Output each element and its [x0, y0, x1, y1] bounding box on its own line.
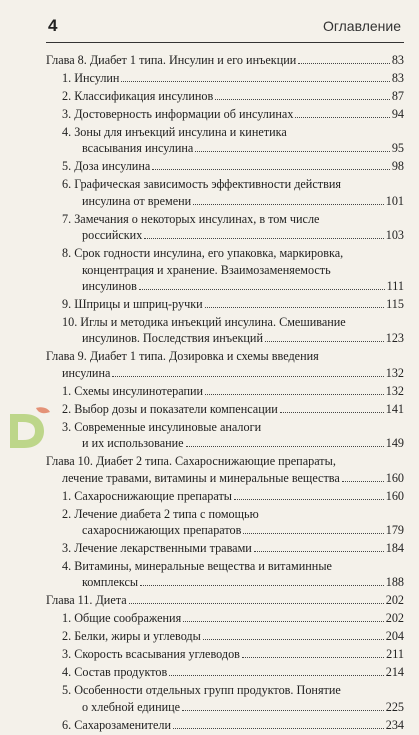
- toc-entry-last-line: [46, 592, 404, 608]
- table-of-contents: [46, 52, 404, 735]
- running-title: Оглавление: [322, 18, 401, 34]
- toc-entry-title: 3. Достоверность информации об инсулинах: [62, 107, 294, 121]
- toc-entry-line: Глава 10. Диабет 2 типа. Сахароснижающие препараты,: [46, 454, 336, 469]
- toc-entry-title: 1. Схемы инсулинотерапии: [62, 383, 204, 398]
- toc-entry-title: лечение травами, витамины и минеральные вещества: [62, 470, 340, 485]
- toc-entry-line: 2. Лечение диабета 2 типа с помощью: [62, 506, 259, 521]
- toc-entry-title: комплексы: [82, 575, 139, 590]
- toc-entry-title: 1. Сахароснижающие препараты: [62, 488, 232, 503]
- toc-section-entry: [46, 628, 404, 644]
- toc-entry-last-line: [62, 227, 404, 243]
- dot-leader: [265, 341, 384, 342]
- toc-section-entry: [46, 106, 404, 122]
- toc-page-number: 202: [385, 611, 404, 626]
- toc-section-entry: [46, 506, 404, 539]
- toc-entry-title: российских: [82, 228, 143, 243]
- toc-entry-last-line: [46, 365, 404, 381]
- toc-entry-last-line: [62, 193, 404, 209]
- toc-page-number: 188: [385, 575, 404, 590]
- toc-section-entry: [46, 211, 404, 244]
- dot-leader: [121, 81, 389, 82]
- toc-entry-title: Глава 11. Диета: [46, 593, 127, 608]
- toc-section-entry: [46, 664, 404, 680]
- page-number: 4: [48, 16, 58, 35]
- dot-leader: [183, 621, 384, 622]
- toc-page-number: 95: [391, 141, 404, 156]
- dot-leader: [280, 412, 384, 413]
- toc-entry-last-line: [62, 717, 404, 733]
- toc-entry-last-line: [62, 296, 404, 312]
- toc-section-entry: [46, 401, 404, 417]
- toc-section-entry: [46, 88, 404, 104]
- toc-entry-line: 10. Иглы и методика инъекций инсулина. Смешивание: [62, 315, 346, 330]
- toc-entry-title: инсулина: [62, 365, 111, 380]
- toc-page-number: 204: [385, 629, 404, 644]
- dot-leader: [186, 446, 384, 447]
- toc-entry-title: 6. Сахарозаменители: [62, 717, 171, 732]
- toc-entry-last-line: [62, 88, 404, 104]
- dot-leader: [342, 481, 384, 482]
- toc-entry-title: инсулинов: [82, 279, 137, 294]
- toc-entry-last-line: [46, 52, 404, 68]
- toc-entry-title: и их использование: [82, 436, 184, 451]
- toc-entry-last-line: [62, 540, 404, 556]
- dot-leader: [295, 117, 389, 118]
- toc-entry-title: 2. Белки, жиры и углеводы: [62, 629, 201, 644]
- toc-entry-title: 5. Доза инсулина: [62, 159, 151, 174]
- toc-entry-last-line: [62, 699, 404, 715]
- dot-leader: [152, 169, 390, 170]
- toc-page-number: 234: [385, 717, 404, 732]
- toc-section-entry: [46, 383, 404, 399]
- toc-entry-last-line: [62, 140, 404, 156]
- toc-page-number: 225: [385, 699, 404, 714]
- dot-leader: [195, 151, 389, 152]
- toc-page-number: 211: [386, 647, 404, 662]
- dot-leader: [173, 728, 384, 729]
- toc-page-number: 149: [385, 436, 404, 451]
- dot-leader: [139, 289, 385, 290]
- toc-page-number: 123: [385, 331, 404, 346]
- toc-page-number: 83: [391, 53, 404, 67]
- toc-entry-last-line: [62, 383, 404, 399]
- toc-section-entry: [46, 245, 404, 294]
- dot-leader: [144, 238, 383, 239]
- toc-entry-last-line: [62, 522, 404, 538]
- toc-page-number: 83: [391, 71, 404, 85]
- toc-entry-last-line: [62, 70, 404, 86]
- toc-entry-line: 6. Графическая зависимость эффективности действия: [62, 177, 341, 192]
- toc-page-number: 94: [391, 107, 404, 121]
- toc-page-number: 101: [385, 193, 404, 208]
- toc-section-entry: [46, 124, 404, 157]
- toc-page-number: 160: [385, 488, 404, 503]
- toc-section-entry: [46, 540, 404, 556]
- toc-chapter-entry: [46, 52, 404, 68]
- page-header: [0, 16, 419, 40]
- toc-entry-last-line: [62, 278, 404, 294]
- toc-page-number: 132: [385, 365, 404, 380]
- toc-entry-title: 4. Состав продуктов: [62, 665, 168, 680]
- toc-page-number: 111: [386, 279, 404, 294]
- toc-entry-title: 1. Инсулин: [62, 71, 120, 85]
- toc-entry-line: 5. Особенности отдельных групп продуктов. Понятие: [62, 683, 341, 698]
- dot-leader: [243, 533, 383, 534]
- toc-entry-title: 2. Классификация инсулинов: [62, 89, 214, 103]
- toc-entry-last-line: [62, 646, 404, 662]
- toc-entry-line: 4. Зоны для инъекций инсулина и кинетика: [62, 125, 287, 139]
- header-rule: [46, 42, 404, 43]
- dot-leader: [254, 551, 384, 552]
- toc-page-number: 98: [391, 159, 404, 174]
- toc-section-entry: [46, 419, 404, 452]
- toc-entry-line: 3. Современные инсулиновые аналоги: [62, 419, 262, 434]
- toc-section-entry: [46, 488, 404, 504]
- toc-entry-last-line: [62, 330, 404, 346]
- toc-chapter-entry: [46, 348, 404, 381]
- toc-entry-last-line: [62, 664, 404, 680]
- toc-section-entry: [46, 296, 404, 312]
- toc-entry-line: 7. Замечания о некоторых инсулинах, в том числе: [62, 211, 320, 226]
- toc-section-entry: [46, 314, 404, 347]
- toc-entry-line: Глава 9. Диабет 1 типа. Дозировка и схемы введения: [46, 349, 319, 364]
- toc-entry-title: инсулинов. Последствия инъекций: [82, 331, 263, 346]
- toc-entry-title: 1. Общие соображения: [62, 611, 182, 626]
- toc-section-entry: [46, 176, 404, 209]
- toc-section-entry: [46, 158, 404, 174]
- toc-entry-title: сахароснижающих препаратов: [82, 523, 242, 538]
- toc-page-number: 87: [391, 89, 404, 103]
- toc-entry-title: инсулина от времени: [82, 193, 192, 208]
- toc-section-entry: [46, 646, 404, 662]
- dot-leader: [140, 585, 384, 586]
- toc-page-number: 103: [385, 228, 404, 243]
- toc-entry-title: Глава 8. Диабет 1 типа. Инсулин и его инъекции: [46, 53, 297, 67]
- dot-leader: [298, 63, 390, 64]
- toc-entry-line: 4. Витамины, минеральные вещества и витаминные: [62, 559, 332, 574]
- dot-leader: [129, 603, 384, 604]
- dot-leader: [205, 307, 385, 308]
- toc-section-entry: [46, 558, 404, 591]
- toc-entry-last-line: [62, 488, 404, 504]
- dot-leader: [112, 376, 383, 377]
- toc-page-number: 160: [385, 470, 404, 485]
- toc-section-entry: [46, 610, 404, 626]
- toc-page-number: 132: [385, 383, 404, 398]
- toc-page-number: 214: [385, 665, 404, 680]
- dot-leader: [215, 99, 390, 100]
- toc-entry-title: 9. Шприцы и шприц-ручки: [62, 297, 203, 312]
- toc-entry-line: 8. Срок годности инсулина, его упаковка, маркировка,: [62, 246, 344, 261]
- toc-entry-title: 3. Скорость всасывания углеводов: [62, 647, 240, 662]
- toc-chapter-entry: [46, 453, 404, 486]
- toc-entry-last-line: [62, 158, 404, 174]
- toc-page-number: 141: [385, 401, 404, 416]
- toc-entry-title: 2. Выбор дозы и показатели компенсации: [62, 401, 278, 416]
- toc-entry-last-line: [62, 435, 404, 451]
- dot-leader: [234, 499, 384, 500]
- toc-entry-title: о хлебной единице: [82, 699, 181, 714]
- dot-leader: [205, 394, 384, 395]
- dot-leader: [193, 204, 384, 205]
- toc-entry-title: всасывания инсулина: [82, 141, 194, 156]
- toc-entry-last-line: [46, 470, 404, 486]
- toc-entry-last-line: [62, 610, 404, 626]
- toc-page-number: 179: [385, 523, 404, 538]
- dot-leader: [203, 639, 384, 640]
- toc-entry-title: 3. Лечение лекарственными травами: [62, 541, 252, 556]
- toc-page-number: 115: [386, 297, 404, 312]
- dot-leader: [169, 675, 383, 676]
- toc-entry-last-line: [62, 628, 404, 644]
- toc-entry-line: концентрация и хранение. Взаимозаменяемость: [82, 262, 331, 277]
- toc-chapter-entry: [46, 592, 404, 608]
- toc-page-number: 184: [385, 541, 404, 556]
- toc-entry-last-line: [62, 401, 404, 417]
- toc-page-number: 202: [385, 593, 404, 608]
- dot-leader: [242, 657, 384, 658]
- toc-section-entry: [46, 70, 404, 86]
- toc-entry-last-line: [62, 574, 404, 590]
- dot-leader: [182, 710, 384, 711]
- toc-entry-last-line: [62, 106, 404, 122]
- toc-section-entry: [46, 717, 404, 733]
